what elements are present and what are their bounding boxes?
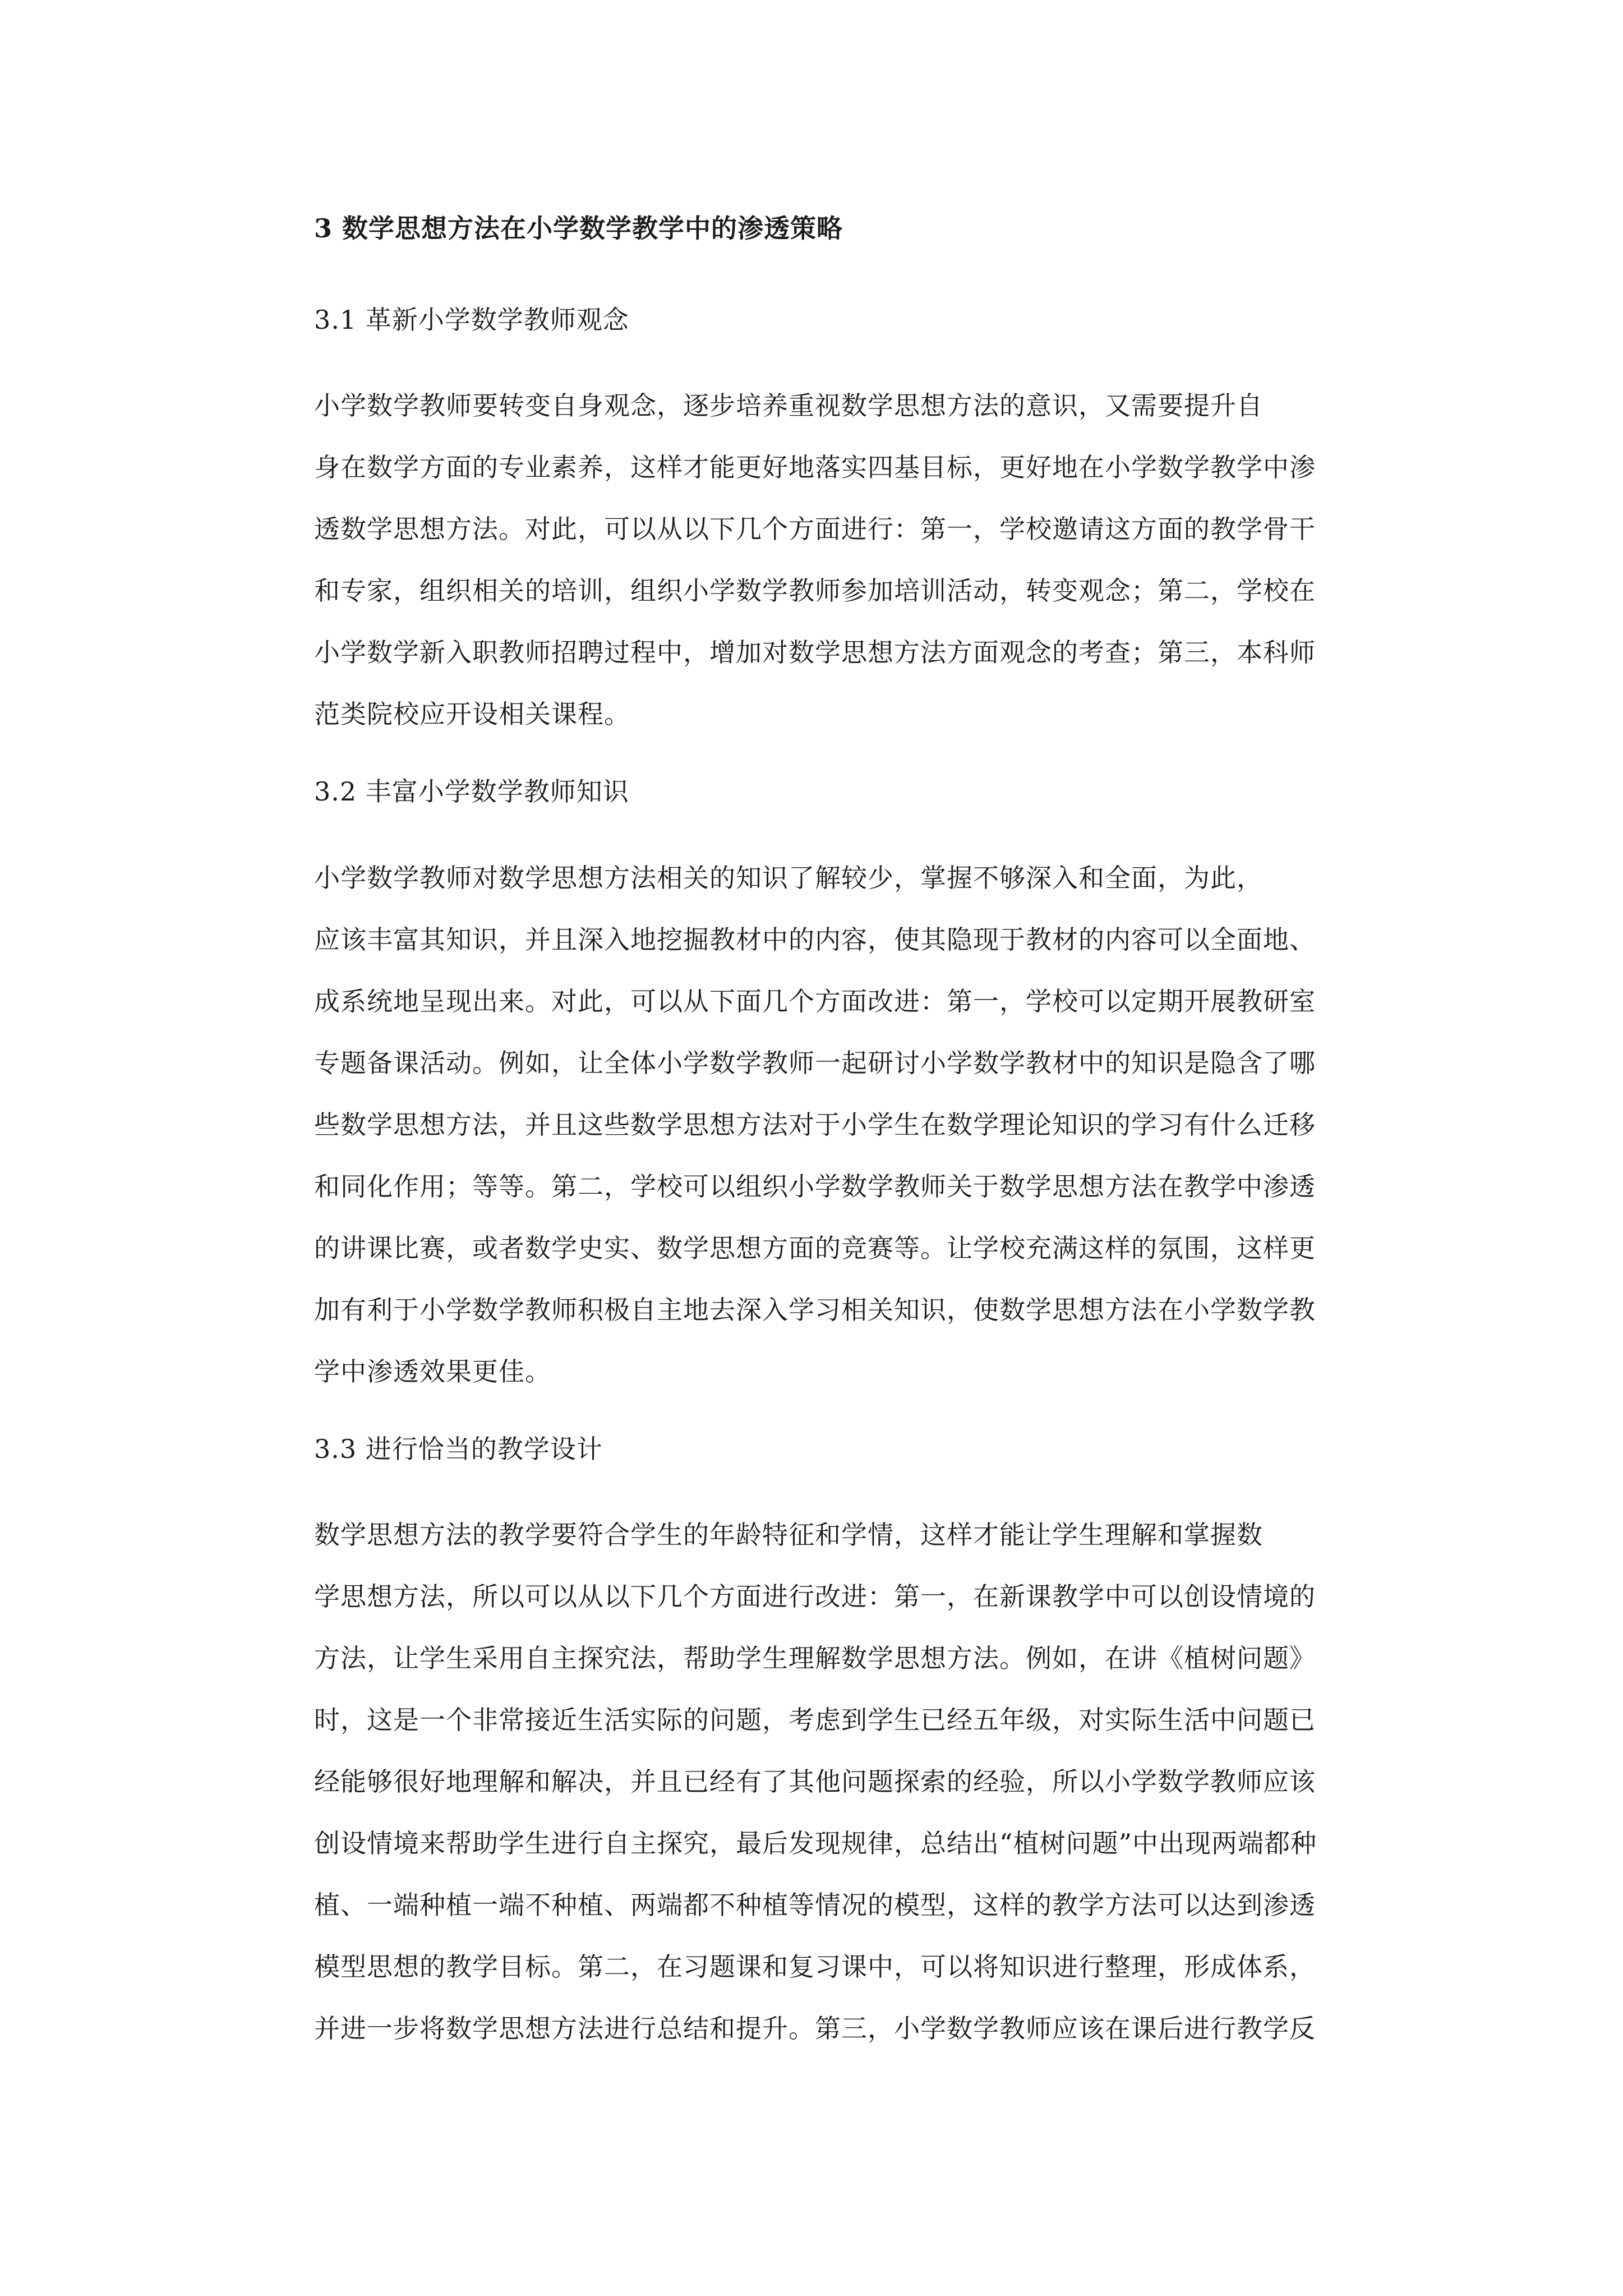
paragraph-line: 小学数学教师要转变自身观念，逐步培养重视数学思想方法的意识，又需要提升自 (314, 390, 1263, 421)
subsection-heading-3-1: 3.1 革新小学数学教师观念 (314, 305, 629, 335)
paragraph-line: 模型思想的教学目标。第二，在习题课和复习课中，可以将知识进行整理，形成体系， (314, 1951, 1316, 1982)
paragraph-line: 范类院校应开设相关课程。 (314, 699, 630, 730)
paragraph-line: 和同化作用；等等。第二，学校可以组织小学数学教师关于数学思想方法在教学中渗透 (314, 1171, 1316, 1202)
section-title: 3 数学思想方法在小学数学教学中的渗透策略 (314, 213, 843, 243)
paragraph-3-1 (314, 375, 1363, 745)
subsection-heading-3-3: 3.3 进行恰当的教学设计 (314, 1433, 603, 1464)
paragraph-line: 创设情境来帮助学生进行自主探究，最后发现规律，总结出“植树问题”中出现两端都种 (314, 1828, 1317, 1858)
paragraph-line: 成系统地呈现出来。对此，可以从下面几个方面改进：第一，学校可以定期开展教研室 (314, 986, 1316, 1016)
paragraph-line: 透数学思想方法。对此，可以从以下几个方面进行：第一，学校邀请这方面的教学骨干 (314, 514, 1316, 545)
paragraph-line: 和专家，组织相关的培训，组织小学数学教师参加培训活动，转变观念；第二，学校在 (314, 576, 1316, 606)
paragraph-line: 方法，让学生采用自主探究法，帮助学生理解数学思想方法。例如，在讲《植树问题》 (314, 1642, 1316, 1673)
paragraph-3-3 (314, 1504, 1363, 2059)
paragraph-line: 应该丰富其知识，并且深入地挖掘教材中的内容，使其隐现于教材的内容可以全面地、 (314, 924, 1316, 955)
paragraph-3-2 (314, 847, 1363, 1402)
paragraph-line: 加有利于小学数学教师积极自主地去深入学习相关知识，使数学思想方法在小学数学教 (314, 1294, 1316, 1325)
paragraph-line: 时，这是一个非常接近生活实际的问题，考虑到学生已经五年级，对实际生活中问题已 (314, 1704, 1316, 1735)
paragraph-line: 经能够很好地理解和解决，并且已经有了其他问题探索的经验，所以小学数学教师应该 (314, 1766, 1316, 1797)
paragraph-line: 学中渗透效果更佳。 (314, 1356, 551, 1387)
paragraph-line: 专题备课活动。例如，让全体小学数学教师一起研讨小学数学教材中的知识是隐含了哪 (314, 1047, 1316, 1078)
paragraph-line: 并进一步将数学思想方法进行总结和提升。第三，小学数学教师应该在课后进行教学反 (314, 2013, 1316, 2044)
paragraph-line: 小学数学教师对数学思想方法相关的知识了解较少，掌握不够深入和全面，为此， (314, 862, 1263, 893)
document-body (314, 213, 1363, 2091)
paragraph-line: 小学数学新入职教师招聘过程中，增加对数学思想方法方面观念的考查；第三，本科师 (314, 637, 1316, 668)
subsection-heading-3-2: 3.2 丰富小学数学教师知识 (314, 776, 629, 807)
paragraph-line: 的讲课比赛，或者数学史实、数学思想方面的竞赛等。让学校充满这样的氛围，这样更 (314, 1232, 1316, 1263)
paragraph-line: 数学思想方法的教学要符合学生的年龄特征和学情，这样才能让学生理解和掌握数 (314, 1519, 1263, 1550)
paragraph-line: 些数学思想方法，并且这些数学思想方法对于小学生在数学理论知识的学习有什么迁移 (314, 1109, 1316, 1140)
paragraph-line: 学思想方法，所以可以从以下几个方面进行改进：第一，在新课教学中可以创设情境的 (314, 1581, 1316, 1612)
paragraph-line: 植、一端种植一端不种植、两端都不种植等情况的模型，这样的教学方法可以达到渗透 (314, 1889, 1316, 1920)
paragraph-line: 身在数学方面的专业素养，这样才能更好地落实四基目标，更好地在小学数学教学中渗 (314, 452, 1316, 483)
